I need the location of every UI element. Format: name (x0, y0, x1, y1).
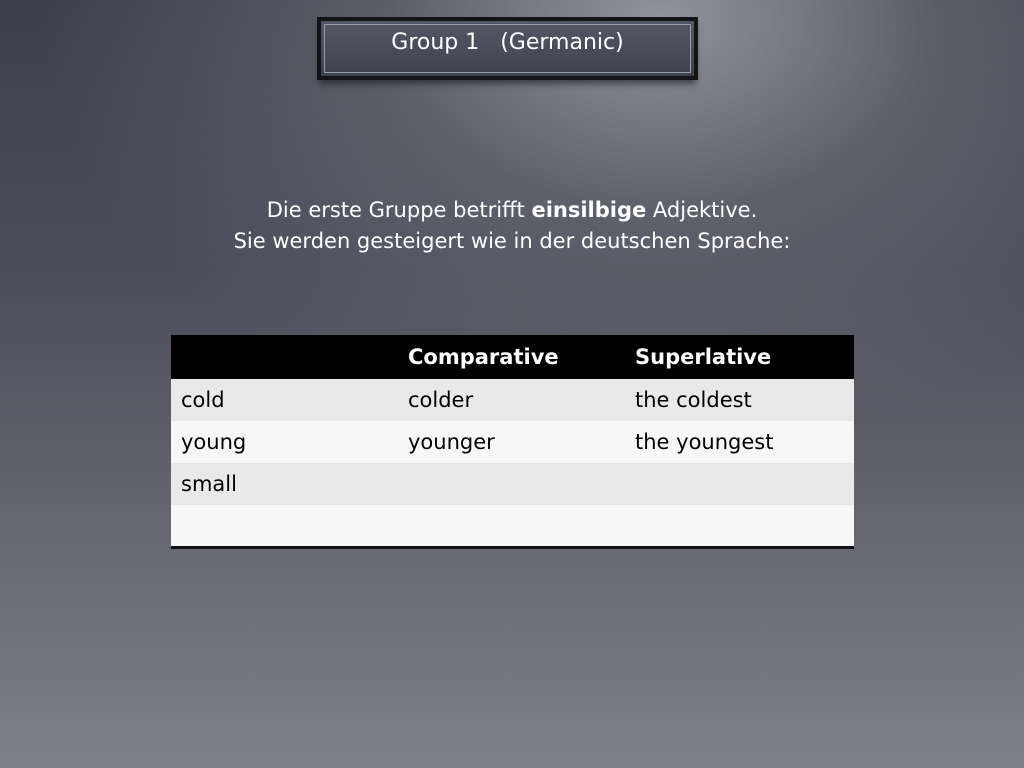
intro-line-1-start: Die erste Gruppe betrifft (266, 198, 532, 222)
intro-line-1-bold: einsilbige (531, 198, 647, 222)
cell-base: young (171, 421, 398, 463)
cell-comparative: younger (398, 421, 625, 463)
table-row (171, 505, 854, 547)
intro-line-1 (0, 195, 1024, 226)
cell-base: cold (171, 379, 398, 421)
table-header-row (171, 335, 854, 379)
cell-superlative: the youngest (625, 421, 854, 463)
cell-base (171, 505, 398, 547)
header-cell-superlative: Superlative (625, 335, 854, 379)
cell-superlative (625, 505, 854, 547)
intro-text (0, 195, 1024, 257)
table-row (171, 379, 854, 421)
adjective-table (171, 335, 854, 549)
table-row (171, 421, 854, 463)
cell-comparative (398, 463, 625, 505)
header-cell-base (171, 335, 398, 379)
cell-comparative (398, 505, 625, 547)
header-cell-comparative: Comparative (398, 335, 625, 379)
cell-base: small (171, 463, 398, 505)
cell-superlative (625, 463, 854, 505)
table-row (171, 463, 854, 505)
cell-superlative: the coldest (625, 379, 854, 421)
intro-line-1-end: Adjektive. (646, 198, 758, 222)
slide-title-box (317, 17, 698, 80)
intro-line-2: Sie werden gesteigert wie in der deutschen Sprache: (233, 229, 791, 253)
cell-comparative: colder (398, 379, 625, 421)
slide-title: Group 1 (Germanic) (391, 30, 624, 55)
